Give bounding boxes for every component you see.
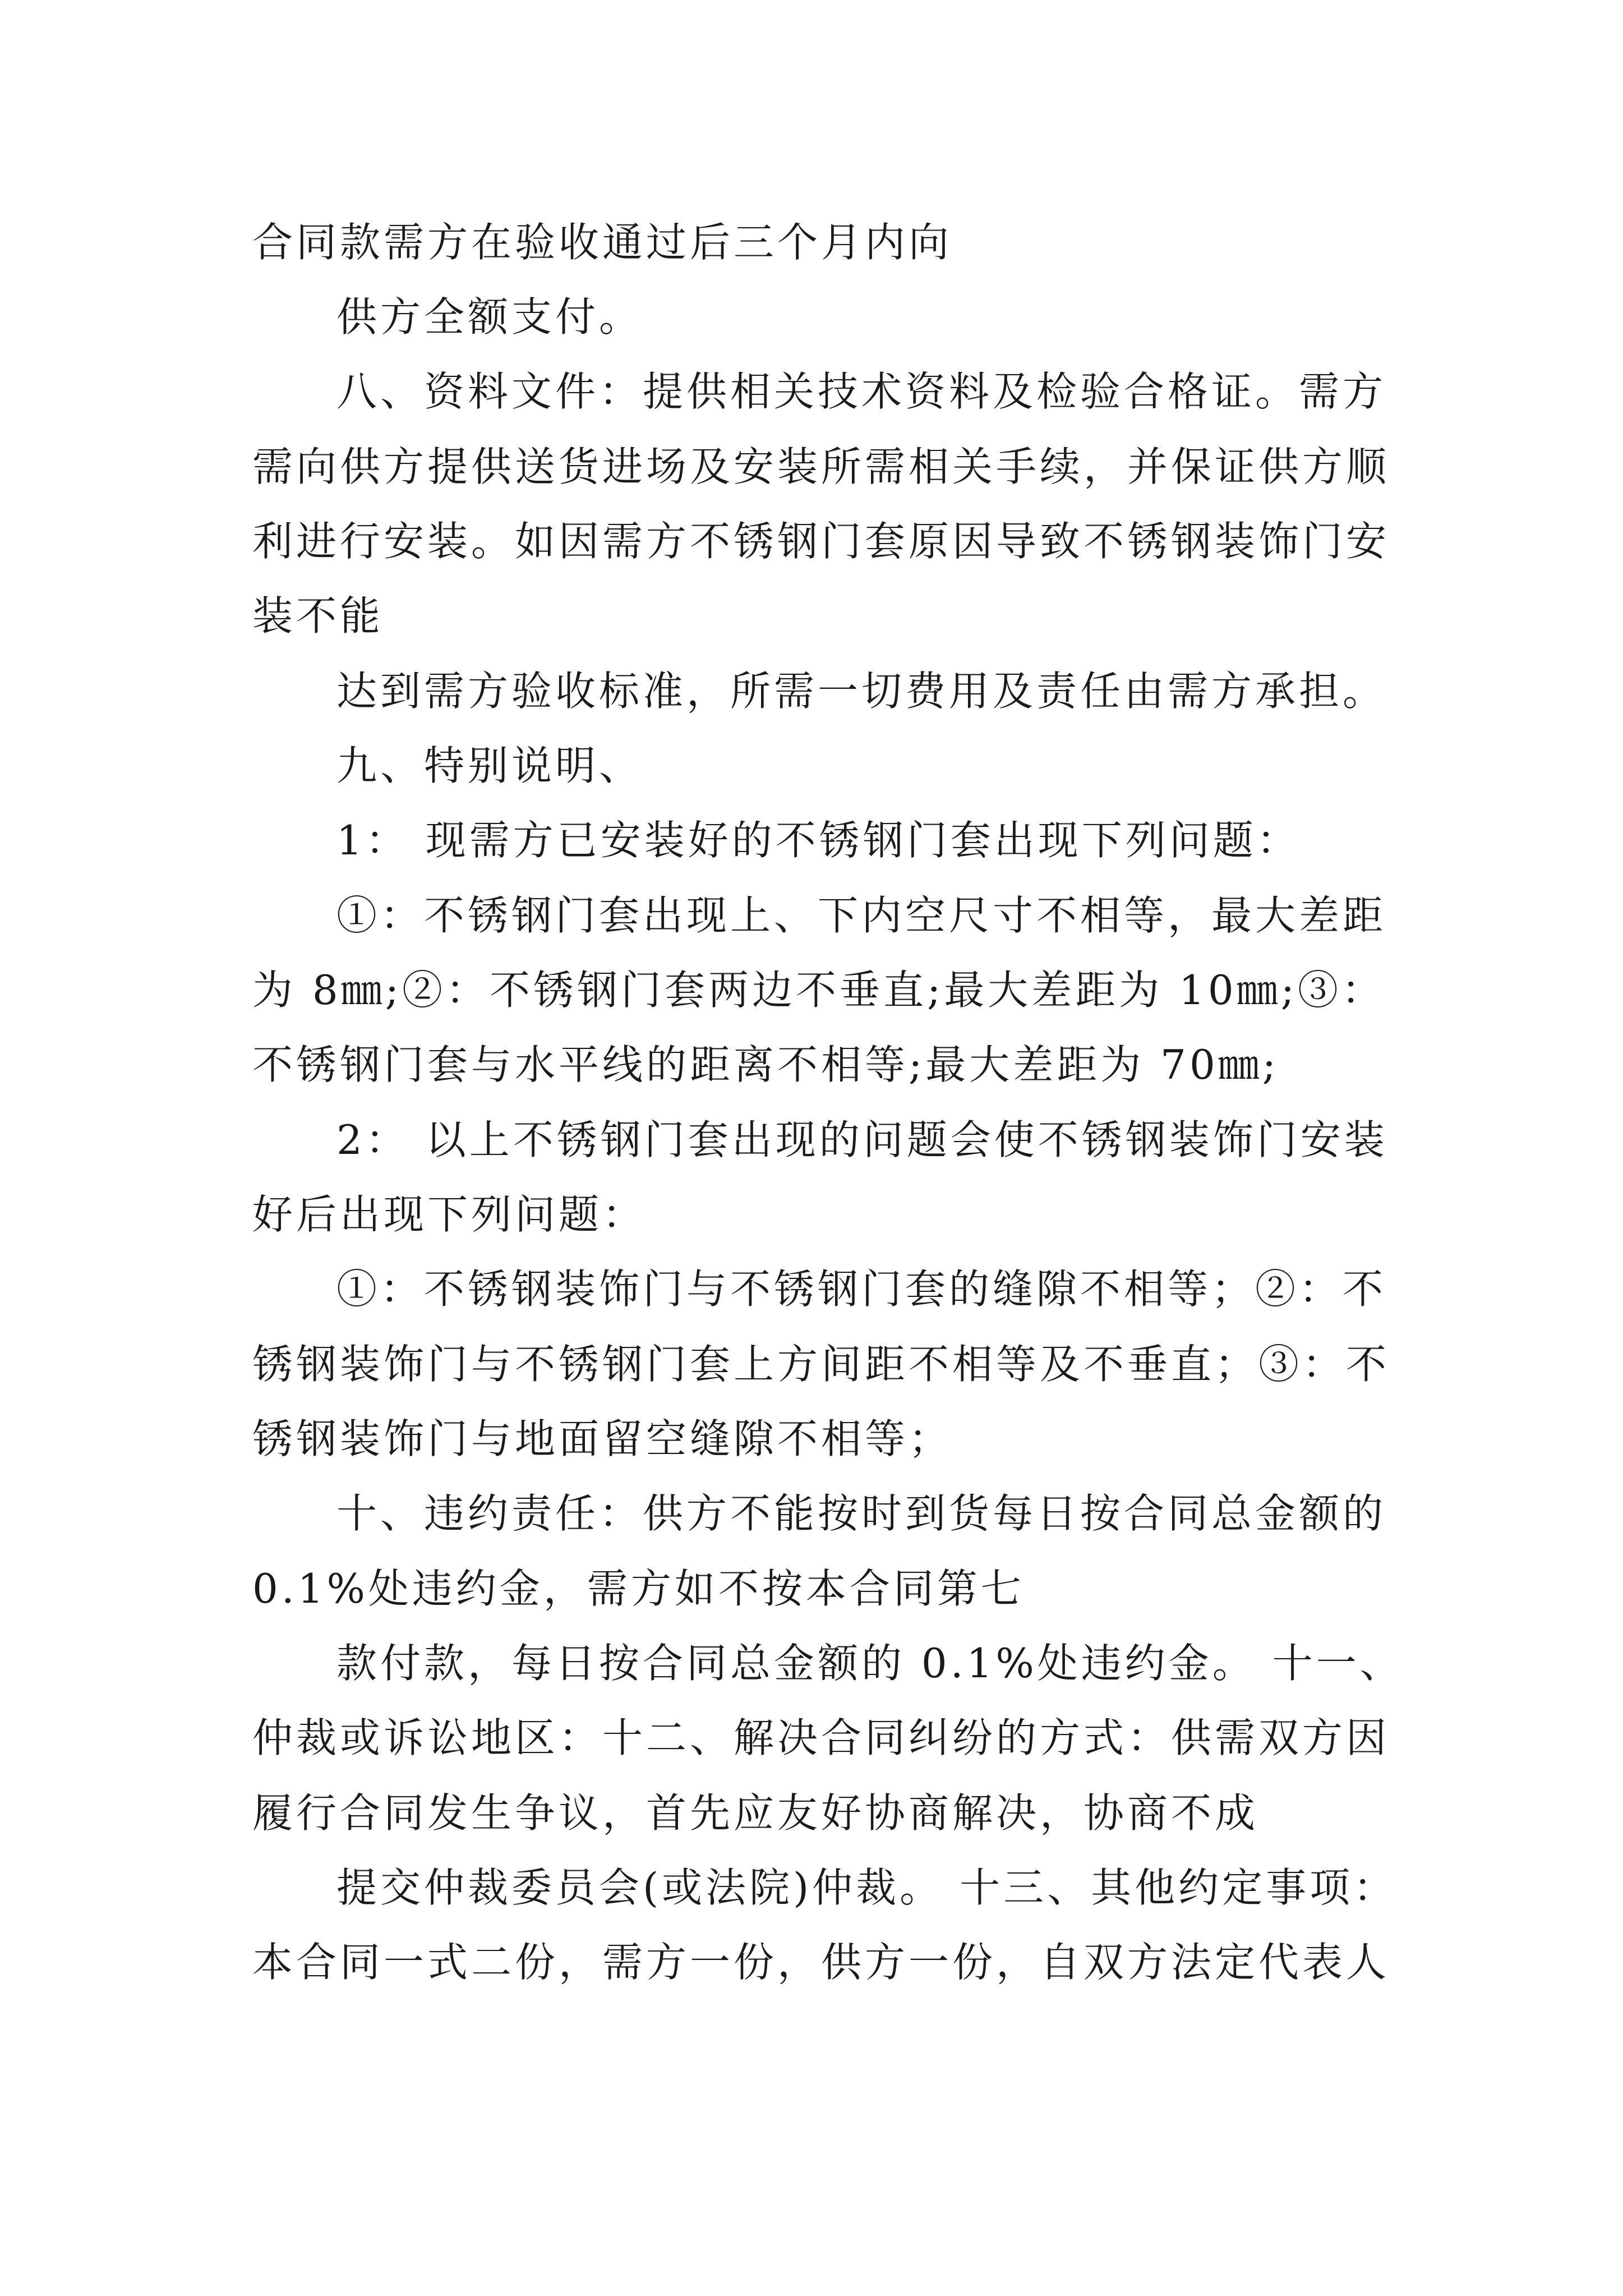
text-line: 2： 以上不锈钢门套出现的问题会使不锈钢装饰门安装	[336, 1116, 1388, 1163]
text-line: 达到需方验收标准，所需一切费用及责任由需方承担。	[336, 668, 1387, 715]
text-line: ①：不锈钢装饰门与不锈钢门套的缝隙不相等；②：不	[336, 1266, 1387, 1313]
text-line: 履行合同发生争议，首先应友好协商解决，协商不成	[252, 1789, 1259, 1837]
text-line: 供方全额支付。	[336, 293, 643, 341]
text-line: 提交仲裁委员会(或法院)仲裁。 十三、其他约定事项：	[336, 1864, 1398, 1911]
text-line: 装不能	[252, 592, 384, 639]
text-line: 八、资料文件：提供相关技术资料及检验合格证。需方	[336, 368, 1387, 415]
text-line: ①：不锈钢门套出现上、下内空尺寸不相等，最大差距	[336, 892, 1387, 939]
text-line: 仲裁或诉讼地区：十二、解决合同纠纷的方式：供需双方因	[252, 1714, 1390, 1761]
text-line: 合同款需方在验收通过后三个月内向	[252, 219, 953, 266]
text-line: 利进行安装。如因需方不锈钢门套原因导致不锈钢装饰门安	[252, 518, 1390, 565]
text-line: 好后出现下列问题：	[252, 1191, 647, 1238]
text-line: 为 8㎜;②：不锈钢门套两边不垂直;最大差距为 10㎜;③：	[252, 967, 1385, 1014]
text-line: 1： 现需方已安装好的不锈钢门套出现下列问题：	[336, 817, 1301, 864]
text-line: 不锈钢门套与水平线的距离不相等;最大差距为 70㎜;	[252, 1041, 1280, 1088]
text-line: 锈钢装饰门与不锈钢门套上方间距不相等及不垂直；③：不	[252, 1341, 1390, 1388]
text-line: 需向供方提供送货进场及安装所需相关手续，并保证供方顺	[252, 443, 1390, 490]
text-line: 0.1%处违约金，需方如不按本合同第七	[252, 1565, 1025, 1612]
text-line: 锈钢装饰门与地面留空缝隙不相等；	[252, 1415, 953, 1462]
text-line: 九、特别说明、	[336, 742, 643, 789]
text-line: 款付款，每日按合同总金额的 0.1%处违约金。 十一、	[336, 1640, 1404, 1687]
text-line: 本合同一式二份，需方一份，供方一份，自双方法定代表人	[252, 1939, 1390, 1986]
text-line: 十、违约责任：供方不能按时到货每日按合同总金额的	[336, 1490, 1387, 1537]
